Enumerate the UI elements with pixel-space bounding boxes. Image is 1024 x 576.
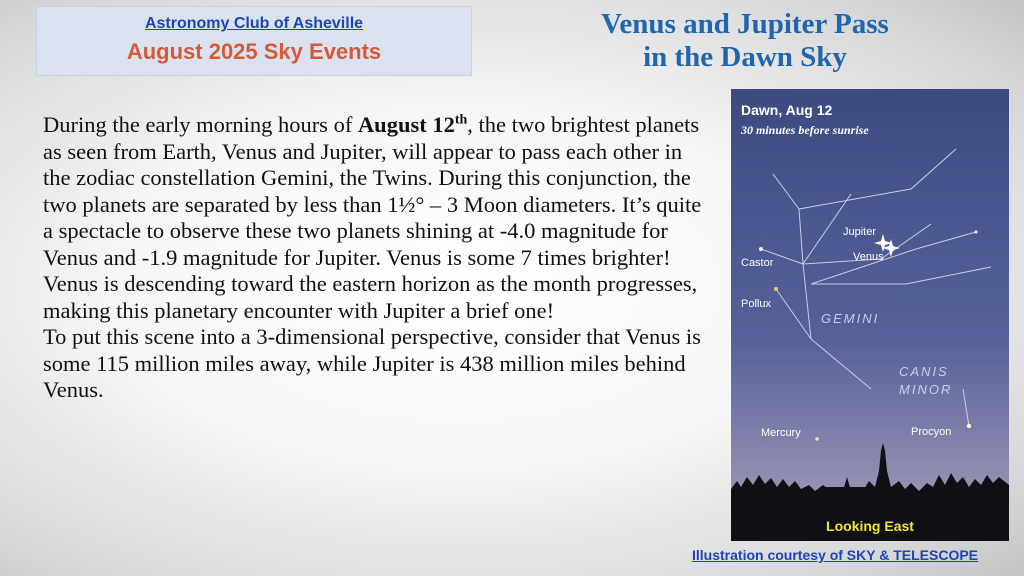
p1-rest: , the two brightest planets as seen from Earth, Venus and Jupiter, will appear to pass each other in the zodiac constellation Gemini, the Twins. During this conjunction, the two planets are separated by less than 1½° – 3 Moon diameters. It’s quite a spectacle to observe these two planets shining at -4.0 magnitude for Venus and -1.9 magnitude for Jupiter. Venus is some 7 times brighter! Venus is descending toward the eastern horizon as the month progresses, making this planetary encounter with Jupiter a brief one! (43, 112, 702, 323)
p1-intro: During the early morning hours of (43, 112, 358, 137)
pollux-star (774, 287, 778, 291)
procyon-label: Procyon (911, 426, 952, 438)
pollux-label: Pollux (741, 298, 771, 310)
paragraph-1 (43, 112, 713, 324)
club-header-box (36, 6, 472, 76)
p1-date-suffix: th (454, 112, 468, 128)
sky-chart-svg (731, 89, 1009, 541)
mercury-dot (815, 437, 819, 441)
article-body (43, 112, 713, 404)
sky-illustration (731, 89, 1009, 541)
gemini-label: GEMINI (821, 311, 880, 326)
club-subtitle: August 2025 Sky Events (126, 39, 382, 64)
paragraph-2: To put this scene into a 3-dimensional perspective, consider that Venus is some 115 million miles away, while Jupiter is 438 million miles behind Venus. (43, 324, 701, 402)
castor-star (759, 247, 763, 251)
star-east (975, 231, 978, 234)
illustration-subtitle: 30 minutes before sunrise (741, 123, 869, 137)
club-name-link[interactable]: Astronomy Club of Asheville (144, 15, 364, 32)
p1-date-text: August 12 (357, 112, 455, 137)
procyon-star (967, 424, 971, 428)
title-line-2: in the Dawn Sky (643, 41, 847, 73)
jupiter-label: Jupiter (843, 226, 877, 238)
title-line-1: Venus and Jupiter Pass (601, 8, 889, 40)
building-silhouette (821, 487, 881, 501)
mercury-label: Mercury (761, 427, 801, 439)
page-title (540, 8, 950, 74)
illustration-credit-link[interactable]: Illustration courtesy of SKY & TELESCOPE (692, 547, 979, 563)
castor-label: Castor (741, 257, 774, 269)
illustration-title: Dawn, Aug 12 (741, 102, 833, 118)
minor-label: MINOR (899, 382, 953, 397)
p1-date (358, 112, 467, 137)
looking-east-label: Looking East (826, 518, 914, 534)
canis-label: CANIS (899, 364, 949, 379)
venus-label: Venus (853, 251, 884, 263)
